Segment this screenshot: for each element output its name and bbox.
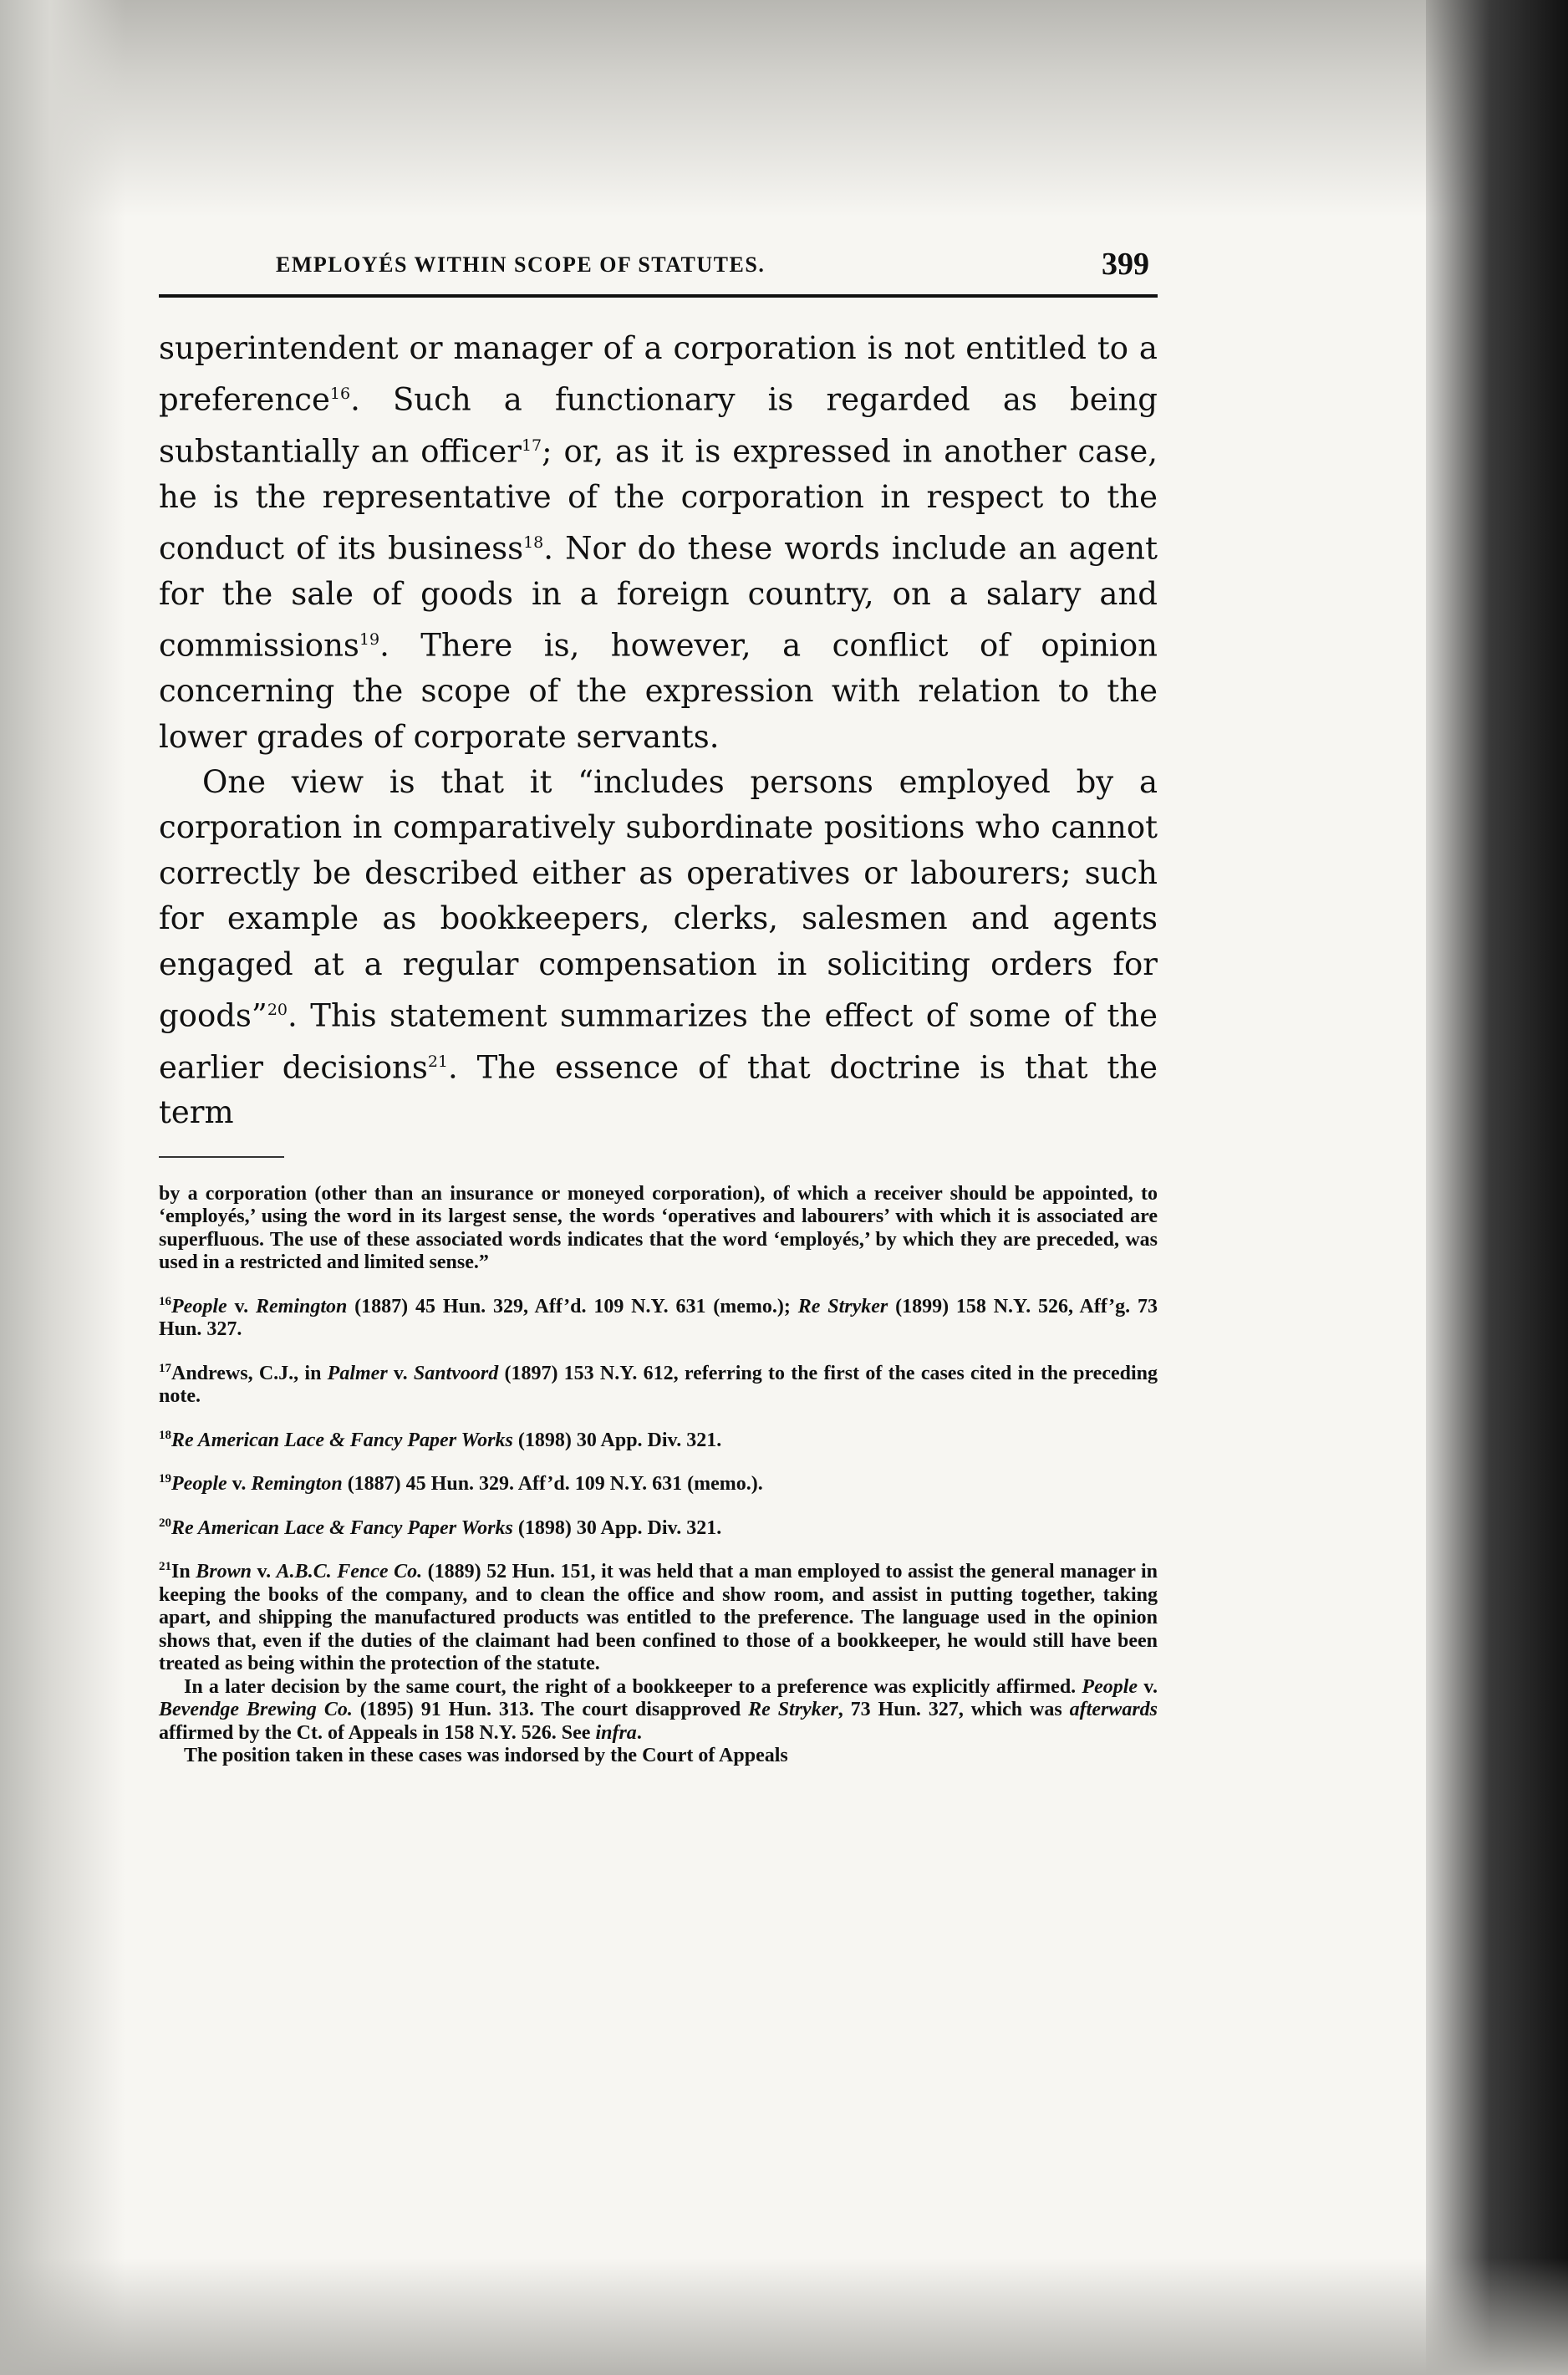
scan-shadow-bottom — [0, 2258, 1568, 2375]
case-name: Re American Lace & Fancy Paper Works — [171, 1429, 513, 1451]
text-run: (1887) 45 Hun. 329, Aff’d. 109 N.Y. 631 (memo.); — [347, 1295, 798, 1317]
footnote-marker: 17 — [521, 436, 542, 456]
footnote-marker: 16 — [159, 1294, 171, 1308]
footnote-marker: 17 — [159, 1361, 171, 1375]
body-paragraph — [159, 760, 1158, 1136]
footnote-marker: 18 — [159, 1428, 171, 1442]
text-run: One view is that it “includes persons employed by a corporation in comparatively subordinate positions who cannot correctly be described either as operatives or labourers; such for example as bookkeepers, clerks, salesmen and agents engaged at a regular compensation in soliciting orders for goods” — [159, 763, 1158, 1034]
page-header — [159, 242, 1158, 289]
text-run: . Such a functionary is regarded as being substantially an officer — [159, 381, 1158, 470]
footnote — [159, 1358, 1158, 1409]
footnote — [159, 1468, 1158, 1496]
text-run: v. — [1138, 1675, 1158, 1698]
text-run: The position taken in these cases was indorsed by the Court of Appeals — [184, 1745, 788, 1767]
text-run: ; or, as it is expressed in another case, he is the representative of the corporation in respect to the conduct of its business — [159, 433, 1158, 567]
footnote — [159, 1556, 1158, 1676]
case-name: Brown — [196, 1561, 252, 1583]
text-run: In — [171, 1561, 196, 1583]
case-name: Remington — [251, 1473, 343, 1496]
case-name: People — [1082, 1675, 1138, 1698]
text-run: v. — [387, 1362, 414, 1384]
case-name: Re Stryker — [797, 1295, 888, 1317]
text-run: . Nor do these words include an agent for the sale of goods in a foreign country, on a salary and commissions — [159, 530, 1158, 664]
case-name: Bevendge Brewing Co. — [159, 1699, 353, 1721]
footnote-marker: 20 — [267, 1001, 288, 1019]
footnotes — [159, 1183, 1158, 1768]
text-run: . — [636, 1721, 642, 1744]
text-run: . This statement summarizes the effect of some of the earlier decisions — [159, 997, 1158, 1086]
case-name: Remington — [255, 1295, 348, 1317]
running-head: EMPLOYÉS WITHIN SCOPE OF STATUTES. — [276, 252, 766, 277]
text-run: v. — [227, 1295, 256, 1317]
page-number: 399 — [1102, 247, 1149, 282]
text-run: , 73 Hun. 327, which was — [837, 1699, 1070, 1721]
case-name: People — [171, 1473, 227, 1496]
footnote — [159, 1424, 1158, 1453]
footnote-separator — [159, 1156, 284, 1158]
footnote-marker: 21 — [427, 1052, 449, 1071]
case-name: Re American Lace & Fancy Paper Works — [171, 1516, 513, 1539]
text-run: superintendent or manager of a corporation is not entitled to a preference — [159, 330, 1158, 418]
case-name: People — [171, 1295, 227, 1317]
footnote — [159, 1291, 1158, 1342]
footnote — [159, 1745, 1158, 1768]
text-run: v. — [251, 1561, 277, 1583]
case-name: Palmer — [327, 1362, 388, 1384]
footnote-marker: 19 — [159, 1472, 171, 1486]
body-text — [159, 326, 1158, 1136]
text-run: v. — [227, 1473, 252, 1496]
text-run: . The essence of that doctrine is that the term — [159, 1049, 1158, 1131]
footnote-marker: 18 — [523, 533, 544, 553]
scan-shadow-left — [0, 0, 125, 2375]
text-run: (1889) 52 Hun. 151, it was held that a man employed to assist the general manager in keeping the books of the company, and to clean the office and show room, and assist in putting together, taking apart, and shipping the manufactured products was entitled to the preference. The language used in the opinion shows that, even if the duties of the claimant had been confined to those of a bookkeeper, he would still have been treated as being within the protection of the statute. — [159, 1561, 1158, 1675]
text-run: . There is, however, a conflict of opinion concerning the scope of the expression with relation to the lower grades of corporate servants. — [159, 627, 1158, 755]
header-rule — [159, 294, 1158, 298]
case-name: Santvoord — [413, 1362, 499, 1384]
text-run: by a corporation (other than an insurance or moneyed corporation), of which a receiver should be appointed, to ‘employés,’ using the word in its largest sense, the words ‘operatives and labourers’ with which it is associated are superfluous. The use of these associated words indicates that the word ‘employés,’ by which they are preceded, was used in a restricted and limited sense.” — [159, 1182, 1158, 1274]
footnote — [159, 1676, 1158, 1746]
footnote-marker: 20 — [159, 1516, 171, 1530]
body-paragraph — [159, 326, 1158, 760]
case-name: A.B.C. Fence Co. — [276, 1561, 423, 1583]
footnote — [159, 1183, 1158, 1275]
text-run: (1898) 30 App. Div. 321. — [512, 1516, 722, 1539]
text-run: (1897) 153 N.Y. 612, referring to the first of the cases cited in the preceding note. — [159, 1362, 1158, 1408]
scan-shadow-top — [0, 0, 1568, 217]
case-name: infra — [595, 1721, 637, 1744]
text-run: Andrews, C.J., in — [171, 1362, 328, 1384]
text-run: In a later decision by the same court, the right of a bookkeeper to a preference was explicitly affirmed. — [184, 1675, 1082, 1698]
text-run: (1899) 158 N.Y. 526, Aff’g. 73 Hun. 327. — [159, 1295, 1158, 1341]
text-run: (1895) 91 Hun. 313. The court disapproved — [352, 1699, 749, 1721]
text-run: (1898) 30 App. Div. 321. — [512, 1429, 722, 1451]
case-name: afterwards — [1069, 1699, 1158, 1721]
case-name: Re Stryker — [748, 1699, 838, 1721]
scan-shadow-right — [1426, 0, 1568, 2375]
text-run: (1887) 45 Hun. 329. Aff’d. 109 N.Y. 631 (memo.). — [342, 1473, 763, 1496]
footnote — [159, 1512, 1158, 1541]
footnote-marker: 21 — [159, 1560, 171, 1574]
text-run: affirmed by the Ct. of Appeals in 158 N.Y. 526. See — [159, 1721, 596, 1744]
book-page — [159, 242, 1158, 1768]
footnote-marker: 16 — [329, 385, 351, 404]
footnote-marker: 19 — [359, 630, 380, 650]
